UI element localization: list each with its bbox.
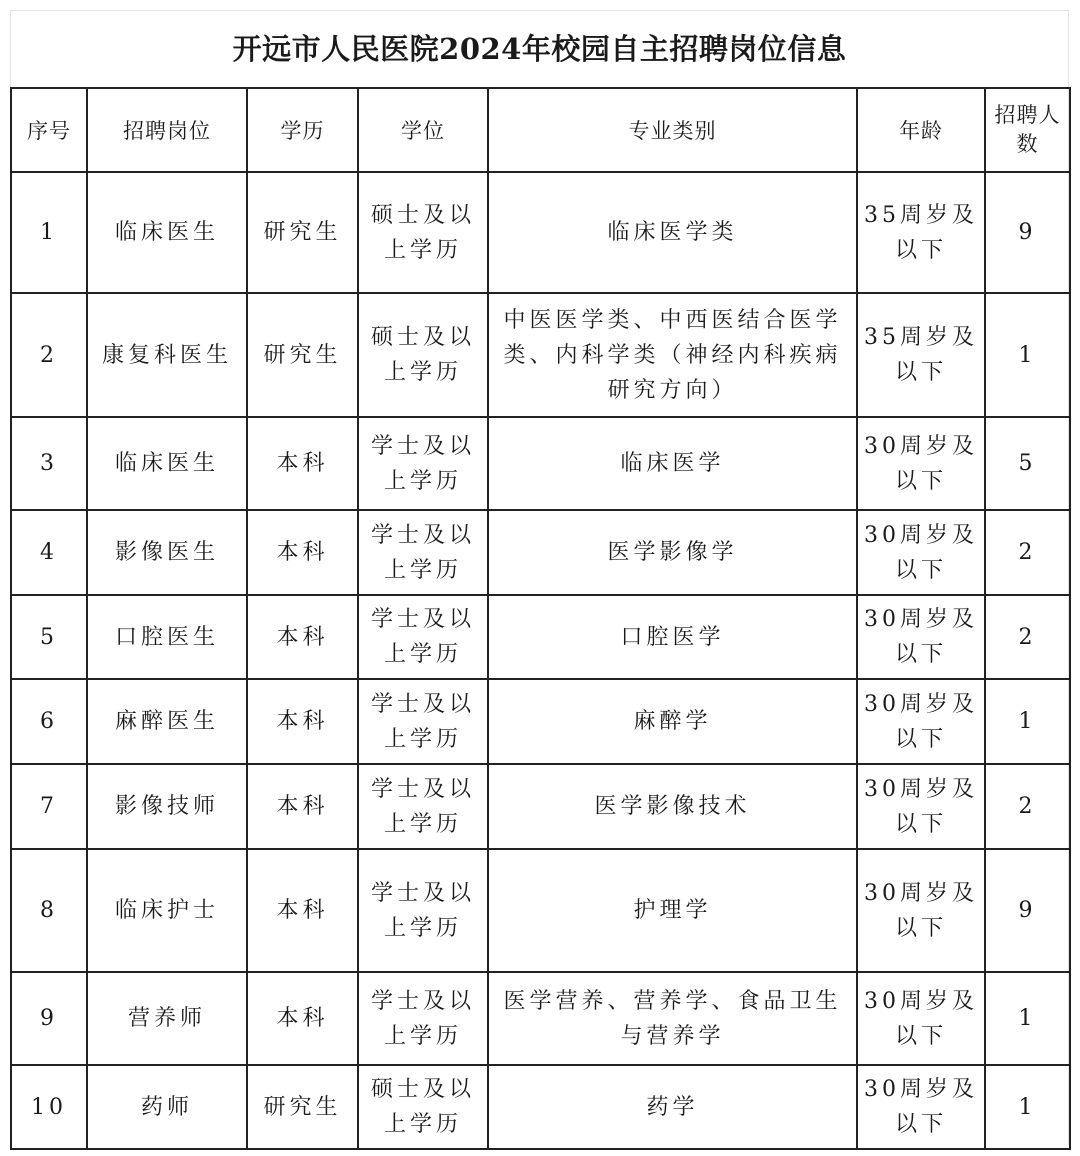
row-count: 9 xyxy=(985,849,1070,972)
table-row xyxy=(11,595,1070,679)
row-position: 药师 xyxy=(87,1065,247,1149)
row-no: 5 xyxy=(11,595,87,679)
header-major: 专业类别 xyxy=(488,88,857,172)
row-degree: 学士及以上学历 xyxy=(358,417,488,510)
row-age: 30周岁及以下 xyxy=(857,417,985,510)
table-row xyxy=(11,972,1070,1065)
row-no: 2 xyxy=(11,293,87,417)
row-degree: 学士及以上学历 xyxy=(358,595,488,679)
table-row xyxy=(11,679,1070,764)
row-age: 30周岁及以下 xyxy=(857,510,985,595)
row-major: 医学影像学 xyxy=(488,510,857,595)
row-position: 营养师 xyxy=(87,972,247,1065)
row-no: 8 xyxy=(11,849,87,972)
row-no: 6 xyxy=(11,679,87,764)
row-age: 30周岁及以下 xyxy=(857,1065,985,1149)
row-count: 1 xyxy=(985,1065,1070,1149)
table-row xyxy=(11,849,1070,972)
row-count: 2 xyxy=(985,764,1070,849)
row-position: 口腔医生 xyxy=(87,595,247,679)
row-degree: 学士及以上学历 xyxy=(358,510,488,595)
row-count: 9 xyxy=(985,172,1070,293)
row-no: 9 xyxy=(11,972,87,1065)
row-education: 研究生 xyxy=(247,172,358,293)
header-degree: 学位 xyxy=(358,88,488,172)
row-position: 康复科医生 xyxy=(87,293,247,417)
row-age: 30周岁及以下 xyxy=(857,764,985,849)
header-position: 招聘岗位 xyxy=(87,88,247,172)
row-degree: 硕士及以上学历 xyxy=(358,293,488,417)
row-education: 本科 xyxy=(247,849,358,972)
row-education: 本科 xyxy=(247,679,358,764)
header-no: 序号 xyxy=(11,88,87,172)
row-age: 30周岁及以下 xyxy=(857,972,985,1065)
row-education: 本科 xyxy=(247,595,358,679)
table-row xyxy=(11,293,1070,417)
header-education: 学历 xyxy=(247,88,358,172)
row-count: 1 xyxy=(985,972,1070,1065)
row-no: 4 xyxy=(11,510,87,595)
table-row xyxy=(11,764,1070,849)
row-degree: 硕士及以上学历 xyxy=(358,172,488,293)
row-no: 10 xyxy=(11,1065,87,1149)
row-no: 3 xyxy=(11,417,87,510)
recruitment-table xyxy=(10,87,1071,1150)
row-major: 麻醉学 xyxy=(488,679,857,764)
row-degree: 学士及以上学历 xyxy=(358,679,488,764)
row-position: 影像技师 xyxy=(87,764,247,849)
row-degree: 学士及以上学历 xyxy=(358,764,488,849)
header-count: 招聘人数 xyxy=(985,88,1070,172)
row-count: 1 xyxy=(985,293,1070,417)
row-education: 研究生 xyxy=(247,293,358,417)
row-count: 5 xyxy=(985,417,1070,510)
header-row xyxy=(11,88,1070,172)
page-title: 开远市人民医院2024年校园自主招聘岗位信息 xyxy=(232,32,847,66)
row-major: 医学影像技术 xyxy=(488,764,857,849)
row-major: 临床医学类 xyxy=(488,172,857,293)
header-age: 年龄 xyxy=(857,88,985,172)
row-position: 临床医生 xyxy=(87,417,247,510)
row-age: 30周岁及以下 xyxy=(857,849,985,972)
row-education: 本科 xyxy=(247,764,358,849)
row-age: 30周岁及以下 xyxy=(857,595,985,679)
row-education: 研究生 xyxy=(247,1065,358,1149)
row-position: 影像医生 xyxy=(87,510,247,595)
row-age: 35周岁及以下 xyxy=(857,172,985,293)
row-education: 本科 xyxy=(247,510,358,595)
row-major: 护理学 xyxy=(488,849,857,972)
row-major: 临床医学 xyxy=(488,417,857,510)
row-count: 1 xyxy=(985,679,1070,764)
row-no: 1 xyxy=(11,172,87,293)
row-age: 35周岁及以下 xyxy=(857,293,985,417)
row-count: 2 xyxy=(985,510,1070,595)
row-major: 口腔医学 xyxy=(488,595,857,679)
row-education: 本科 xyxy=(247,417,358,510)
row-major: 药学 xyxy=(488,1065,857,1149)
row-position: 麻醉医生 xyxy=(87,679,247,764)
row-no: 7 xyxy=(11,764,87,849)
row-count: 2 xyxy=(985,595,1070,679)
row-degree: 硕士及以上学历 xyxy=(358,1065,488,1149)
table-row xyxy=(11,417,1070,510)
table-row xyxy=(11,1065,1070,1149)
row-position: 临床护士 xyxy=(87,849,247,972)
row-major: 中医医学类、中西医结合医学类、内科学类（神经内科疾病研究方向） xyxy=(488,293,857,417)
table-row xyxy=(11,172,1070,293)
row-age: 30周岁及以下 xyxy=(857,679,985,764)
row-degree: 学士及以上学历 xyxy=(358,972,488,1065)
row-major: 医学营养、营养学、食品卫生与营养学 xyxy=(488,972,857,1065)
row-degree: 学士及以上学历 xyxy=(358,849,488,972)
row-position: 临床医生 xyxy=(87,172,247,293)
table-row xyxy=(11,510,1070,595)
row-education: 本科 xyxy=(247,972,358,1065)
